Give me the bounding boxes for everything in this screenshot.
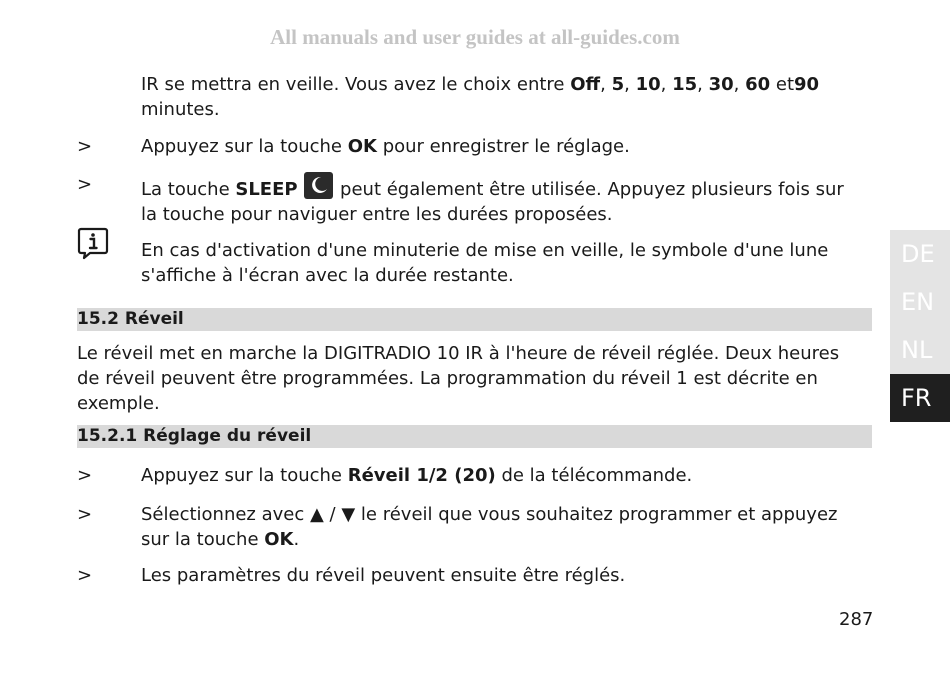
section-line2: de réveil peuvent être programmées. La programmation du réveil 1 est décrite en [77,368,818,389]
section-paragraph [77,341,867,416]
section-line1: Le réveil met en marche la DIGITRADIO 10 IR à l'heure de réveil réglée. Deux heures [77,343,840,364]
step-select [141,502,881,552]
step-ok-key: OK [347,136,377,157]
tab-nl[interactable]: NL [890,326,950,374]
section-heading [77,308,872,331]
step-select-before: Sélectionnez avec [141,504,310,525]
step-sleep [141,172,871,227]
step-alarm-before: Appuyez sur la touche [141,465,348,486]
step-ok-before: Appuyez sur la touche [141,136,348,157]
note-line2: s'affiche à l'écran avec la durée restante. [141,265,514,286]
separator: , [660,74,673,95]
separator: , [624,74,636,95]
step-sleep-key: SLEEP [235,179,298,200]
moon-icon [304,172,333,199]
step-sleep-after: peut également être utilisée. Appuyez plusieurs fois sur [334,179,844,200]
note-line1: En cas d'activation d'une minuterie de mise en veille, le symbole d'une lune [141,240,829,261]
tab-en[interactable]: EN [890,278,950,326]
down-arrow-icon: ▼ [341,504,356,525]
option-60: 60 [745,74,771,95]
step-marker: > [77,504,93,525]
step-select-slash: / [323,504,342,525]
intro-line2: minutes. [141,99,220,120]
step-marker: > [77,465,93,486]
step-ok-after: pour enregistrer le réglage. [376,136,630,157]
option-15: 15 [672,74,698,95]
section-title: 15.2 Réveil [77,309,184,329]
option-30: 30 [708,74,734,95]
step-ok [141,134,871,159]
step-alarm-key [141,463,871,488]
up-arrow-icon: ▲ [309,504,324,525]
note-text [141,238,871,288]
conjunction: et [770,74,795,95]
option-10: 10 [635,74,661,95]
separator: , [697,74,709,95]
section-line3: exemple. [77,393,160,414]
step-select-line2-after: . [293,529,300,550]
option-off: Off [570,74,601,95]
option-5: 5 [611,74,625,95]
tab-fr[interactable]: FR [890,374,950,422]
intro-text: IR se mettra en veille. Vous avez le choix entre [141,74,571,95]
info-icon [76,226,110,264]
subsection-heading [77,425,872,448]
step-sleep-line2: la touche pour naviguer entre les durées proposées. [141,204,613,225]
step-select-line2-before: sur la touche [141,529,265,550]
language-tabs [890,230,950,422]
step-alarm-key-label: Réveil 1/2 (20) [347,465,496,486]
option-90: 90 [794,74,820,95]
step-params [141,563,871,588]
step-sleep-before: La touche [141,179,236,200]
step-select-after: le réveil que vous souhaitez programmer et appuyez [355,504,838,525]
intro-paragraph [141,72,871,122]
page-number: 287 [839,609,874,630]
step-marker: > [77,565,93,586]
step-params-text: Les paramètres du réveil peuvent ensuite être réglés. [141,565,626,586]
subsection-title: 15.2.1 Réglage du réveil [77,426,312,446]
watermark: All manuals and user guides at all-guides.com [270,25,680,49]
tab-de[interactable]: DE [890,230,950,278]
step-select-key: OK [264,529,294,550]
separator: , [600,74,612,95]
step-marker: > [77,136,93,157]
step-alarm-after: de la télécommande. [495,465,693,486]
separator: , [733,74,746,95]
step-marker: > [77,174,93,195]
